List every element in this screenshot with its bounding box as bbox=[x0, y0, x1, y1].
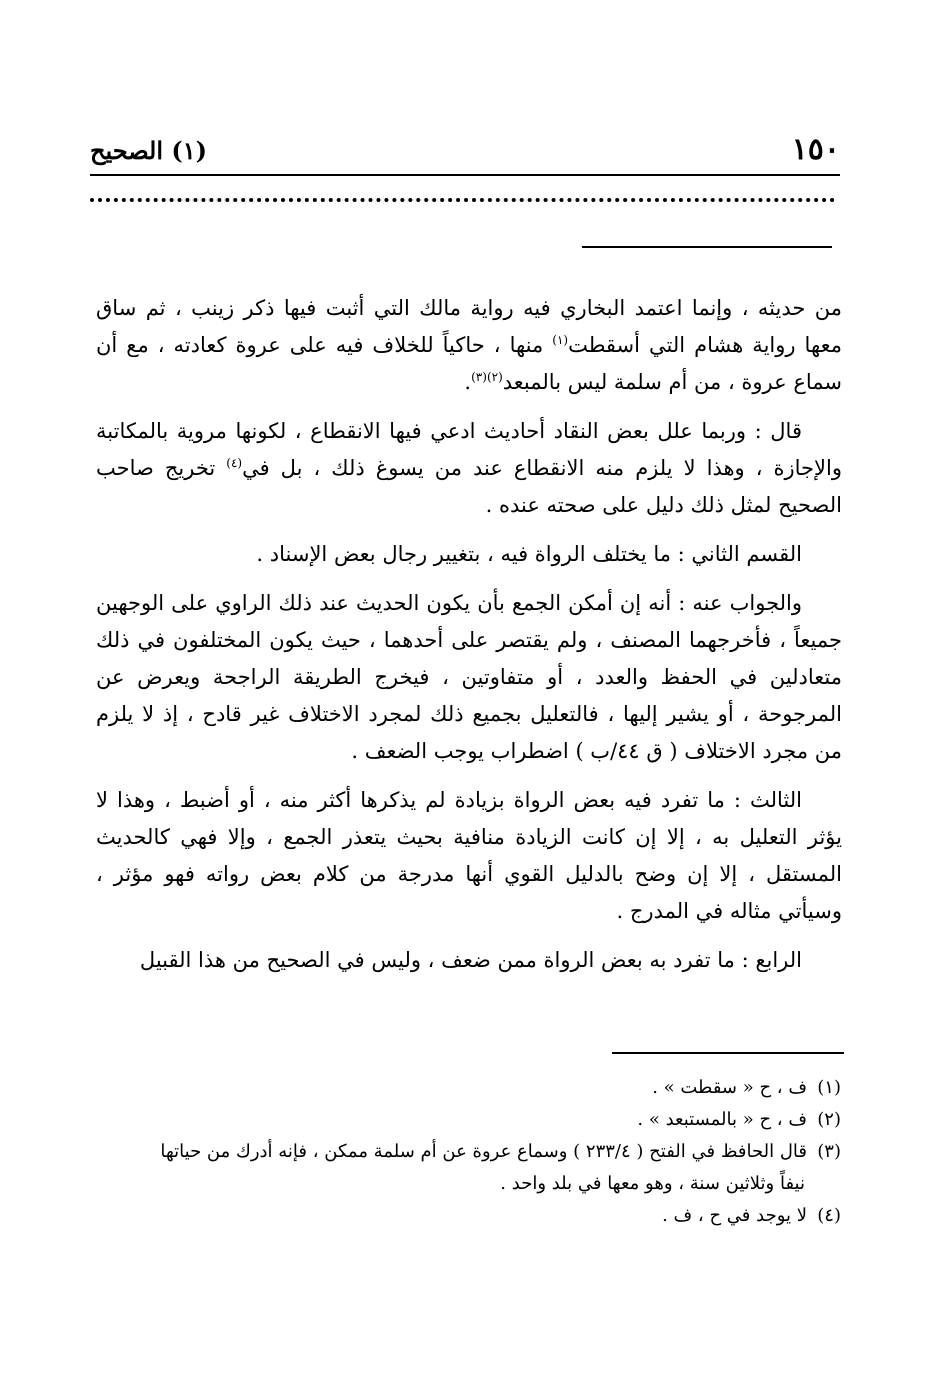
text-segment: تخريج صاحب الصحيح لمثل ذلك دليل على صحته عنده . bbox=[96, 456, 842, 517]
paragraph: والجواب عنه : أنه إن أمكن الجمع بأن يكون الحديث عند ذلك الراوي على الوجهين جميعاً ، فأخرجهما المصنف ، ولم يقتصر على أحدهما ، حيث يكون المختلفون في ذلك متعادلين في الحفظ والعدد ، أو متفاوتين ، فيخرج الطريقة الراجحة ويعرض عن المرجوحة ، أو يشير إليها ، فالتعليل بجميع ذلك لمجرد الاختلاف غير قادح ، إذ لا يلزم من مجرد الاختلاف ( ق ٤٤/ب ) اضطراب يوجب الضعف . bbox=[96, 591, 842, 763]
footnote-text: ف ، ح « بالمستبعد » . bbox=[637, 1109, 807, 1130]
paragraph: الثالث : ما تفرد فيه بعض الرواة بزيادة لم يذكرها أكثر منه ، أو أضبط ، وهذا لا يؤثر التعليل به ، إلا إن كانت الزيادة منافية بحيث يتعذر الجمع ، وإلا فهي كالحديث المستقل ، إلا إن وضح بالدليل القوي أنها مدرجة من كلام بعض رواته فهو مؤثر ، وسيأتي مثاله في المدرج . bbox=[96, 788, 842, 923]
footnote bbox=[96, 1200, 841, 1232]
running-head: (١) الصحيح bbox=[90, 136, 207, 165]
short-rule bbox=[582, 246, 832, 248]
footnote-number: (٤) bbox=[817, 1205, 841, 1226]
paragraph bbox=[96, 413, 842, 524]
footnote-marker[interactable]: (١) bbox=[552, 333, 569, 347]
text-segment: قال : وربما علل بعض النقاد أحاديث ادعي فيها الانقطاع ، لكونها مروية بالمكاتبة والإجازة ، وهذا لا يلزم منه الانقطاع عند من يسوغ ذلك ، بل في bbox=[96, 419, 842, 480]
footnote-marker[interactable]: (٢) bbox=[486, 370, 503, 384]
main-text bbox=[96, 290, 842, 991]
footnote bbox=[96, 1136, 841, 1168]
footnotes bbox=[96, 1072, 841, 1232]
footnote-marker[interactable]: (٣) bbox=[471, 370, 487, 384]
footnote-number: (٢) bbox=[817, 1109, 841, 1130]
footnote-continuation: نيفاً وثلاثين سنة ، وهو معها في بلد واحد . bbox=[500, 1173, 805, 1194]
footnote-marker[interactable]: (٤) bbox=[226, 456, 243, 470]
footnote-separator bbox=[612, 1052, 844, 1054]
page-number: ١٥٠ bbox=[791, 132, 840, 167]
footnote bbox=[96, 1104, 841, 1136]
text-segment: من حديثه ، وإنما اعتمد البخاري فيه رواية مالك التي أثبت فيها ذكر زينب ، ثم ساق معها رواية هشام التي أسقطت bbox=[96, 296, 842, 357]
dotted-separator bbox=[90, 198, 835, 202]
text-segment: . bbox=[464, 370, 472, 394]
footnote-number: (٣) bbox=[817, 1141, 841, 1162]
text-segment: منها ، حاكياً للخلاف فيه على عروة كعادته ، مع أن سماع عروة ، من أم سلمة ليس بالمبعد bbox=[96, 333, 842, 394]
footnote bbox=[96, 1072, 841, 1104]
header-rule bbox=[90, 174, 840, 176]
paragraph bbox=[96, 290, 842, 401]
footnote-text: قال الحافظ في الفتح ( ٢٣٣/٤ ) وسماع عروة عن أم سلمة ممكن ، فإنه أدرك من حياتها bbox=[160, 1141, 807, 1162]
paragraph: القسم الثاني : ما يختلف الرواة فيه ، بتغيير رجال بعض الإسناد . bbox=[256, 542, 802, 566]
paragraph: الرابع : ما تفرد به بعض الرواة ممن ضعف ، وليس في الصحيح من هذا القبيل bbox=[139, 948, 802, 972]
page-header bbox=[90, 128, 840, 176]
footnote-number: (١) bbox=[817, 1077, 841, 1098]
footnote-text: ف ، ح « سقطت » . bbox=[652, 1077, 807, 1098]
footnote-text: لا يوجد في ح ، ف . bbox=[662, 1205, 807, 1226]
